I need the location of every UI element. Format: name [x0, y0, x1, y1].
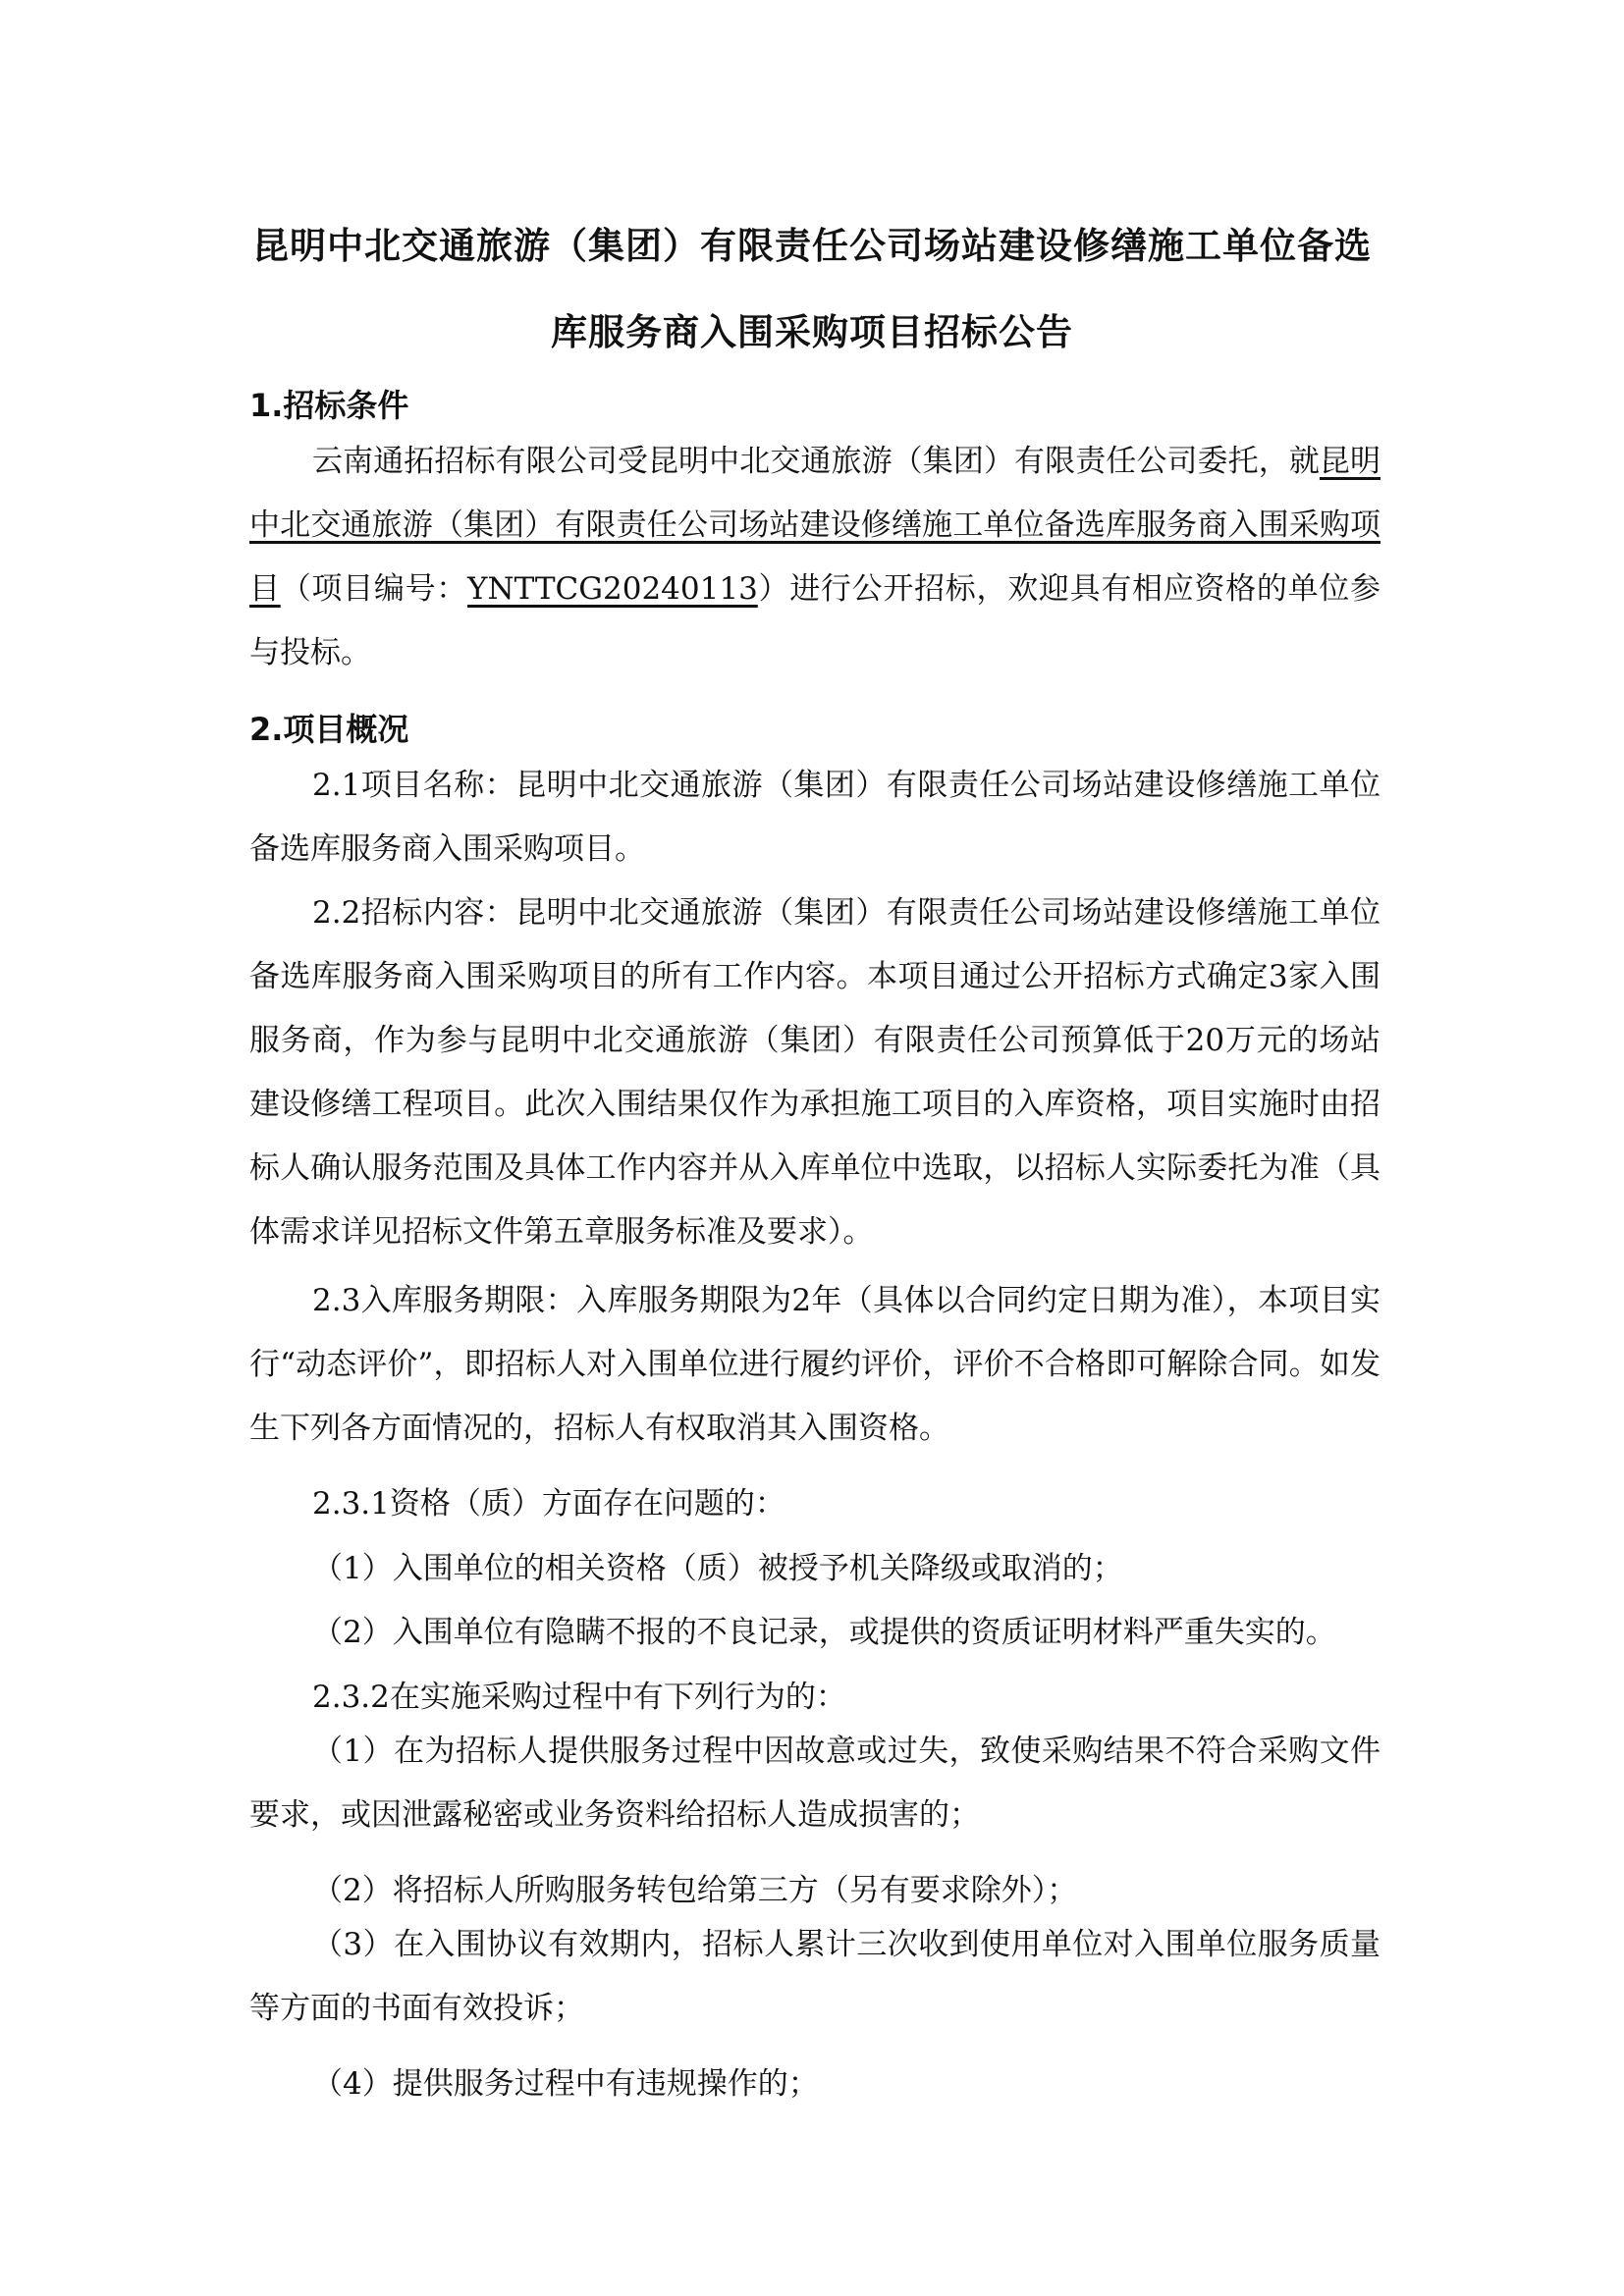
section-1-text-b: （项目编号： — [280, 571, 467, 607]
document-title-line-1: 昆明中北交通旅游（集团）有限责任公司场站建设修缮施工单位备选 — [252, 225, 1372, 267]
item-2-3-2-1: （1）在为招标人提供服务过程中因故意或过失，致使采购结果不符合采购文件要求，或因泄露秘密或业务资料给招标人造成损害的； — [249, 1734, 1380, 1833]
section-1-heading: 1.招标条件 — [249, 387, 409, 424]
item-2-3-2-4: （4）提供服务过程中有违规操作的； — [312, 2066, 819, 2102]
item-2-3-1-2: （2）入围单位有隐瞒不报的不良记录，或提供的资质证明材料严重失实的。 — [312, 1615, 1336, 1650]
section-2-heading: 2.项目概况 — [249, 711, 409, 748]
document-title-line-2: 库服务商入围采购项目招标公告 — [551, 311, 1073, 353]
section-1-text-c: ）进行公开招标，欢迎具有相应资格的单位参与投标。 — [249, 571, 1381, 670]
paragraph-2-3-1: 2.3.1资格（质）方面存在问题的： — [312, 1486, 785, 1522]
section-1-text-a: 云南通拓招标有限公司受昆明中北交通旅游（集团）有限责任公司委托，就 — [312, 444, 1320, 479]
section-1-paragraph — [249, 430, 1380, 685]
project-name-underlined: 昆明中北交通旅游（集团）有限责任公司场站建设修缮施工单位备选库服务商入围采购项目 — [249, 444, 1381, 607]
item-2-3-1-1: （1）入围单位的相关资格（质）被授予机关降级或取消的； — [312, 1551, 1123, 1586]
item-2-3-2-2: （2）将招标人所购服务转包给第三方（另有要求除外）； — [312, 1873, 1078, 1908]
paragraph-2-1: 2.1项目名称：昆明中北交通旅游（集团）有限责任公司场站建设修缮施工单位备选库服务商入围采购项目。 — [249, 768, 1380, 867]
paragraph-2-3: 2.3入库服务期限：入库服务期限为2年（具体以合同约定日期为准），本项目实行“动态评价”，即招标人对入围单位进行履约评价，评价不合格即可解除合同。如发生下列各方面情况的，招标人有权取消其入围资格。 — [249, 1283, 1380, 1446]
paragraph-2-2: 2.2招标内容：昆明中北交通旅游（集团）有限责任公司场站建设修缮施工单位备选库服务商入围采购项目的所有工作内容。本项目通过公开招标方式确定3家入围服务商，作为参与昆明中北交通旅游（集团）有限责任公司预算低于20万元的场站建设修缮工程项目。此次入围结果仅作为承担施工项目的入库资格，项目实施时由招标人确认服务范围及具体工作内容并从入库单位中选取，以招标人实际委托为准（具体需求详见招标文件第五章服务标准及要求）。 — [249, 895, 1380, 1250]
project-code-underlined: YNTTCG20240113 — [467, 571, 758, 607]
item-2-3-2-3: （3）在入围协议有效期内，招标人累计三次收到使用单位对入围单位服务质量等方面的书面有效投诉； — [249, 1927, 1380, 2026]
paragraph-2-3-2: 2.3.2在实施采购过程中有下列行为的： — [312, 1680, 846, 1715]
